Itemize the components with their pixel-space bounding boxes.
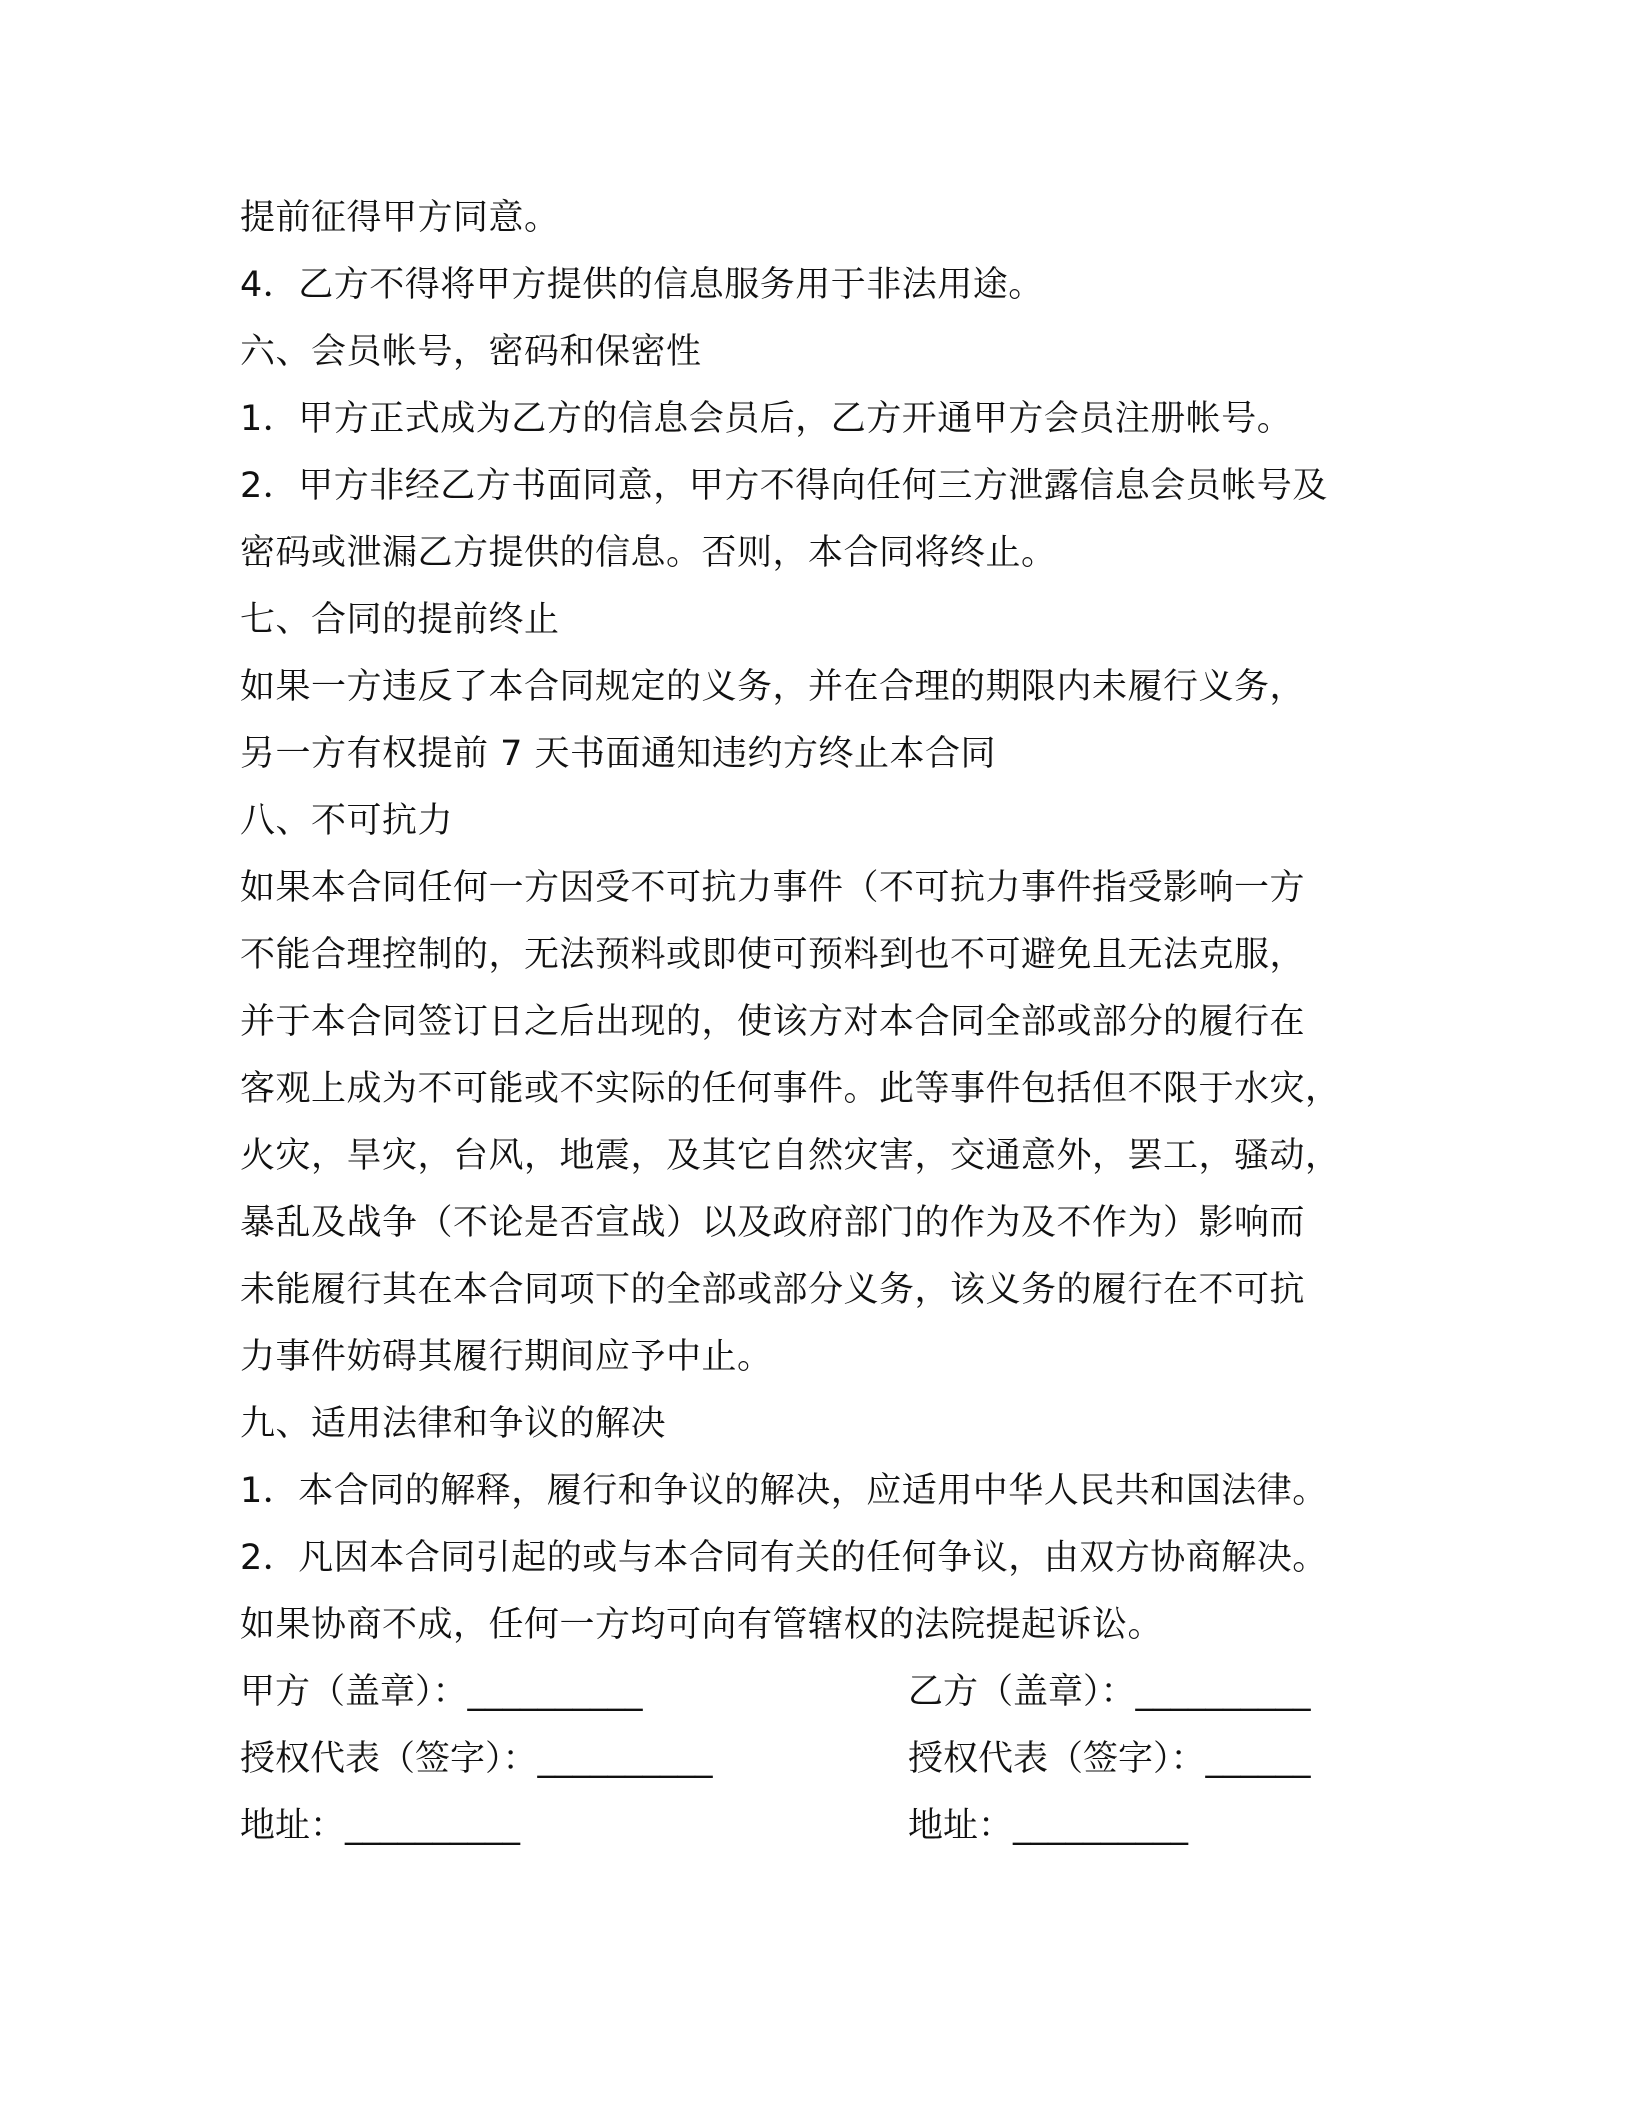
paragraph-line: 如果协商不成，任何一方均可向有管辖权的法院提起诉讼。 [240,1605,1164,1645]
representative-row [240,1726,1380,1793]
section-6-heading: 六、会员帐号，密码和保密性 [240,332,702,372]
party-a-seal-field: 甲方（盖章）：__________ [240,1672,643,1712]
paragraph-line: 客观上成为不可能或不实际的任何事件。此等事件包括但不限于水灾， [240,1069,1341,1109]
paragraph-line: 如果一方违反了本合同规定的义务，并在合理的期限内未履行义务， [240,667,1306,707]
party-a-address-field: 地址：__________ [240,1806,521,1846]
clause-5-item-4: 4．乙方不得将甲方提供的信息服务用于非法用途。 [240,265,1044,305]
paragraph-line: 提前征得甲方同意。 [240,198,560,238]
paragraph-line: 未能履行其在本合同项下的全部或部分义务，该义务的履行在不可抗 [240,1270,1306,1310]
clause-6-item-2: 2．甲方非经乙方书面同意，甲方不得向任何三方泄露信息会员帐号及 [240,466,1328,506]
clause-9-item-2: 2．凡因本合同引起的或与本合同有关的任何争议，由双方协商解决。 [240,1538,1328,1578]
paragraph-line: 力事件妨碍其履行期间应予中止。 [240,1337,773,1377]
paragraph-line: 密码或泄漏乙方提供的信息。否则，本合同将终止。 [240,533,1057,573]
party-a-representative-field: 授权代表（签字）：__________ [240,1739,713,1779]
section-8-heading: 八、不可抗力 [240,801,454,841]
paragraph-line: 并于本合同签订日之后出现的，使该方对本合同全部或部分的履行在 [240,1002,1306,1042]
contract-body [240,185,1380,1860]
paragraph-line: 如果本合同任何一方因受不可抗力事件（不可抗力事件指受影响一方 [240,868,1306,908]
clause-6-item-1: 1．甲方正式成为乙方的信息会员后，乙方开通甲方会员注册帐号。 [240,399,1293,439]
clause-9-item-1: 1．本合同的解释，履行和争议的解决，应适用中华人民共和国法律。 [240,1471,1328,1511]
section-7-heading: 七、合同的提前终止 [240,600,560,640]
paragraph-line: 另一方有权提前 7 天书面通知违约方终止本合同 [240,734,997,774]
paragraph-line: 火灾，旱灾，台风，地震，及其它自然灾害，交通意外，罢工，骚动， [240,1136,1341,1176]
paragraph-line: 暴乱及战争（不论是否宣战）以及政府部门的作为及不作为）影响而 [240,1203,1306,1243]
section-9-heading: 九、适用法律和争议的解决 [240,1404,667,1444]
seal-row [240,1659,1380,1726]
party-b-representative-field: 授权代表（签字）：______ [908,1739,1311,1779]
party-b-address-field: 地址：__________ [908,1806,1189,1846]
paragraph-line: 不能合理控制的，无法预料或即使可预料到也不可避免且无法克服， [240,935,1306,975]
party-b-seal-field: 乙方（盖章）：__________ [908,1672,1311,1712]
address-row [240,1793,1380,1860]
